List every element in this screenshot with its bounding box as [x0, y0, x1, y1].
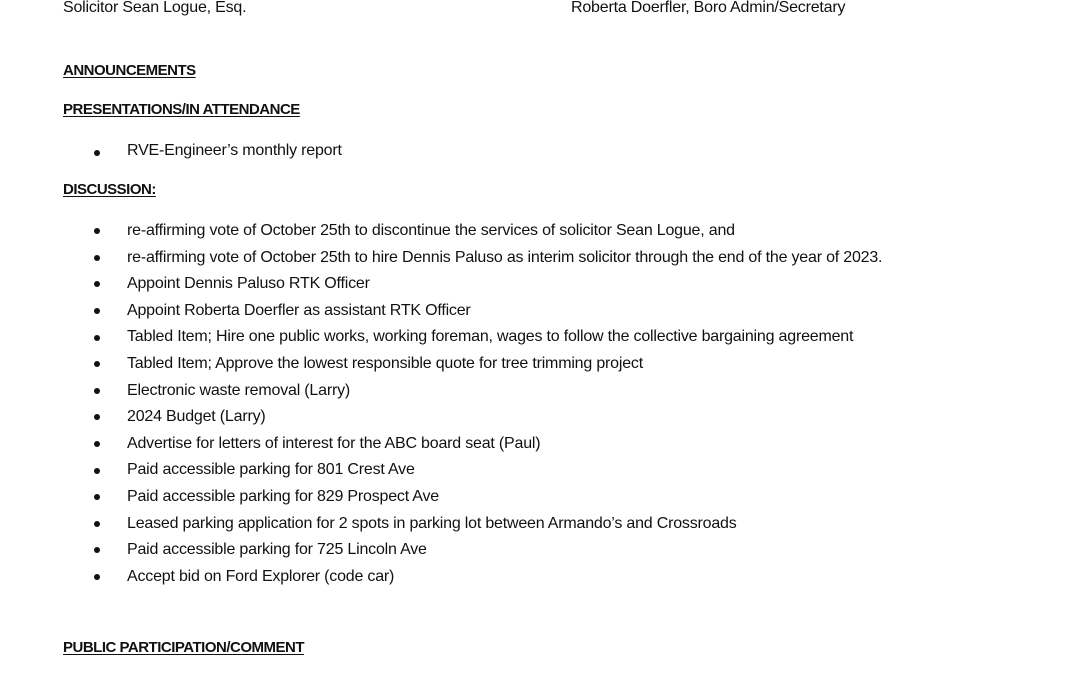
list-item: [91, 271, 882, 298]
bullet-icon: [94, 547, 100, 553]
list-item: [91, 484, 882, 511]
list-item: [91, 141, 342, 161]
list-item: [91, 218, 882, 245]
heading-public-participation: PUBLIC PARTICIPATION/COMMENT: [63, 639, 304, 656]
list-item-text: Appoint Dennis Paluso RTK Officer: [127, 275, 370, 293]
bullet-icon: [94, 335, 100, 341]
discussion-list: [91, 218, 882, 590]
heading-discussion: DISCUSSION:: [63, 181, 156, 198]
list-item: [91, 537, 882, 564]
bullet-icon: [94, 361, 100, 367]
list-item: [91, 564, 882, 591]
list-item: [91, 457, 882, 484]
list-item-text: re-affirming vote of October 25th to discontinue the services of solicitor Sean Logue, and: [127, 222, 735, 239]
bullet-icon: [94, 255, 100, 261]
list-item-text: 2024 Budget (Larry): [127, 408, 266, 426]
list-item-text: Paid accessible parking for 725 Lincoln Ave: [127, 541, 427, 559]
list-item-text: RVE-Engineer’s monthly report: [127, 142, 342, 159]
list-item: [91, 298, 882, 325]
list-item-text: Accept bid on Ford Explorer (code car): [127, 567, 395, 585]
header-right-name: Roberta Doerfler, Boro Admin/Secretary: [571, 0, 846, 16]
presentations-list: [91, 141, 342, 161]
list-item: [91, 404, 882, 431]
list-item-text: Tabled Item; Hire one public works, working foreman, wages to follow the collective bargaining agreement: [127, 328, 854, 346]
bullet-icon: [94, 521, 100, 527]
list-item-text: Paid accessible parking for 801 Crest Ave: [127, 461, 415, 479]
bullet-icon: [94, 150, 100, 156]
bullet-icon: [94, 468, 100, 474]
list-item-text: re-affirming vote of October 25th to hire Dennis Paluso as interim solicitor through the end of the year of 2023.: [127, 248, 883, 266]
list-item: [91, 245, 882, 272]
list-item: [91, 324, 882, 351]
bullet-icon: [94, 308, 100, 314]
list-item: [91, 511, 882, 538]
heading-presentations: PRESENTATIONS/IN ATTENDANCE: [63, 101, 300, 118]
list-item-text: Leased parking application for 2 spots in parking lot between Armando’s and Crossroads: [127, 514, 737, 532]
header-left-name: Solicitor Sean Logue, Esq.: [63, 0, 247, 16]
bullet-icon: [94, 441, 100, 447]
heading-announcements: ANNOUNCEMENTS: [63, 62, 196, 79]
bullet-icon: [94, 281, 100, 287]
list-item-text: Electronic waste removal (Larry): [127, 381, 350, 399]
list-item-text: Tabled Item; Approve the lowest responsible quote for tree trimming project: [127, 354, 643, 372]
list-item: [91, 431, 882, 458]
bullet-icon: [94, 228, 100, 234]
list-item-text: Paid accessible parking for 829 Prospect Ave: [127, 487, 439, 505]
bullet-icon: [94, 574, 100, 580]
list-item: [91, 378, 882, 405]
list-item: [91, 351, 882, 378]
bullet-icon: [94, 388, 100, 394]
list-item-text: Advertise for letters of interest for the ABC board seat (Paul): [127, 434, 541, 452]
list-item-text: Appoint Roberta Doerfler as assistant RTK Officer: [127, 301, 471, 319]
bullet-icon: [94, 414, 100, 420]
bullet-icon: [94, 494, 100, 500]
